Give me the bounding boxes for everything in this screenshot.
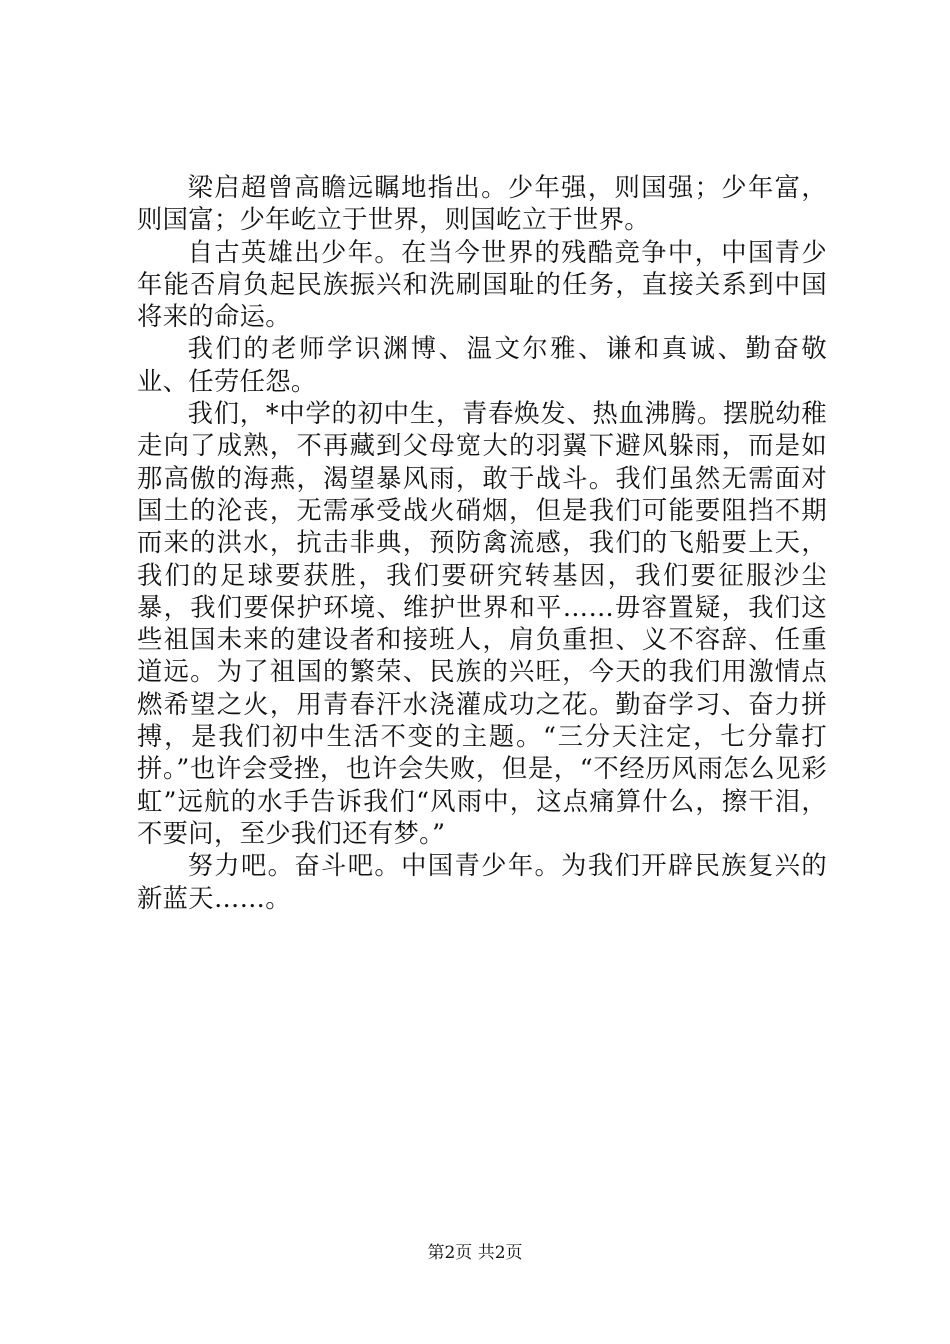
paragraph-heroes-youth: 自古英雄出少年。在当今世界的残酷竞争中，中国青少年能否肩负起民族振兴和洗刷国耻的任务，直接关系到中国将来的命运。 [137, 237, 827, 332]
paragraph-teachers: 我们的老师学识渊博、温文尔雅、谦和真诚、勤奋敬业、任劳任怨。 [137, 334, 827, 396]
page-number-footer: 第2页 共2页 [427, 1243, 523, 1263]
paragraph-students: 我们，*中学的初中生，青春焕发、热血沸腾。摆脱幼稚走向了成熟，不再藏到父母宽大的羽翼下避风躲雨，而是如那高傲的海燕，渴望暴风雨，敢于战斗。我们虽然无需面对国土的沦丧，无需承受战火硝烟，但是我们可能要阻挡不期而来的洪水，抗击非典，预防禽流感，我们的飞船要上天，我们的足球要获胜，我们要研究转基因，我们要征服沙尘暴，我们要保护环境、维护世界和平……毋容置疑，我们这些祖国未来的建设者和接班人，肩负重担、义不容辞、任重道远。为了祖国的繁荣、民族的兴旺，今天的我们用激情点燃希望之火，用青春汗水浇灌成功之花。勤奋学习、奋力拼搏，是我们初中生活不变的主题。“三分天注定，七分靠打拼。”也许会受挫，也许会失败，但是，“不经历风雨怎么见彩虹”远航的水手告诉我们“风雨中，这点痛算什么，擦干泪，不要问，至少我们还有梦。” [137, 399, 827, 848]
paragraph-liang-qichao-quote: 梁启超曾高瞻远瞩地指出。少年强，则国强；少年富，则国富；少年屹立于世界，则国屹立于世界。 [137, 173, 827, 235]
document-body [137, 172, 827, 915]
paragraph-closing: 努力吧。奋斗吧。中国青少年。为我们开辟民族复兴的新蓝天……。 [137, 851, 827, 913]
